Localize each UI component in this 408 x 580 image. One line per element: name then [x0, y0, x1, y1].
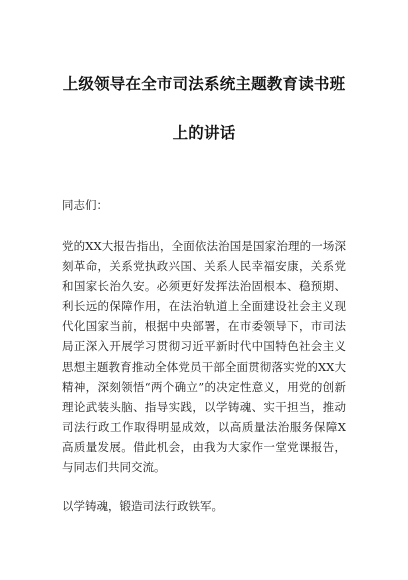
salutation: 同志们：: [62, 198, 108, 212]
document-title-line-1: 上级领导在全市司法系统主题教育读书班: [62, 75, 346, 93]
body-paragraph: 党的XX大报告指出，全面依法治国是国家治理的一场深刻革命，关系党执政兴国、关系人民幸福安康，关系党和国家长治久安。必须更好发挥法治固根本、稳预期、利长远的保障作用，在法治轨道上全面建设社会主义现代化国家当前，根据中央部署，在市委领导下，市司法局正深入开展学习贯彻习近平新时代中国特色社会主义思想主题教育推动全体党员干部全面贯彻落实党的XX大精神，深刻领悟“两个确立”的决定性意义，用党的创新理论武装头脑、指导实践，以学铸魂、实干担当，推动司法行政工作取得明显成效，以高质量法治服务保障X高质量发展。借此机会，由我为大家作一堂党课报告，与同志们共同交流。: [62, 239, 346, 475]
section-heading: 以学铸魂，锻造司法行政铁军。: [62, 499, 223, 513]
document-title-line-2: 上的讲话: [172, 124, 236, 142]
